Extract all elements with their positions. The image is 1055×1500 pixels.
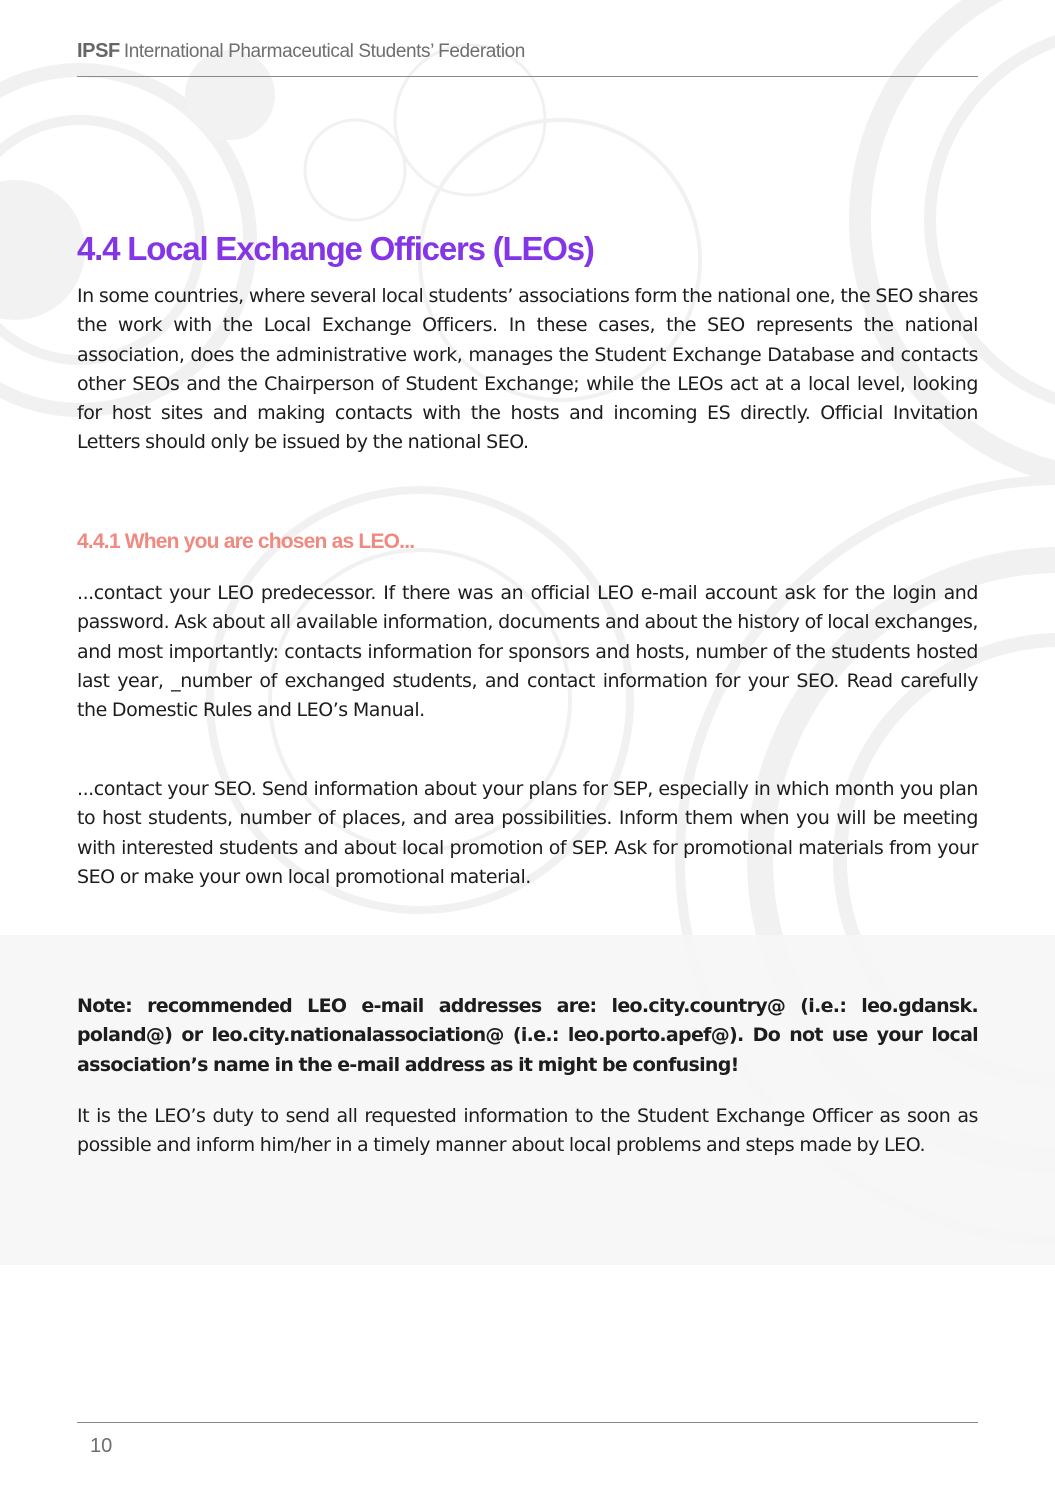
running-header <box>77 40 978 77</box>
section-intro-paragraph: In some countries, where several local students’ associations form the national one, the SEO shares the work with the Local Exchange Officers. In these cases, the SEO represents the national association, does the administrative work, manages the Student Exchange Database and contacts other SEOs and the Chairperson of Student Exchange; while the LEOs act at a local level, looking for host sites and making contacts with the hosts and incoming ES directly. Official Invitation Letters should only be issued by the national SEO. <box>77 285 978 454</box>
email-note-paragraph: Note: recommended LEO e-mail addresses are: leo.city.country@ (i.e.: leo.gdansk. poland@) or leo.city.nationalassociation@ (i.e.: leo.porto.apef@). Do not use your local association’s name in the e-mail address as it might be confusing! <box>77 995 978 1076</box>
header-federation-name: International Pharmaceutical Students’ Federation <box>123 41 525 62</box>
subsection-title: 4.4.1 When you are chosen as LEO... <box>77 530 415 553</box>
predecessor-paragraph: ...contact your LEO predecessor. If there was an official LEO e-mail account ask for the login and password. Ask about all available information, documents and about the history of local exchanges, and most importantly: contacts information for sponsors and hosts, number of the students hosted last year, _number of exchanged students, and contact information for your SEO. Read carefully the Domestic Rules and LEO’s Manual. <box>77 582 978 722</box>
leo-duty-paragraph: It is the LEO’s duty to send all requested information to the Student Exchange Officer as soon as possible and inform him/her in a timely manner about local problems and steps made by LEO. <box>77 1105 978 1157</box>
page-number: 10 <box>90 1435 113 1457</box>
footer-rule <box>77 1422 978 1423</box>
header-brand: IPSF <box>77 40 120 62</box>
seo-contact-paragraph: ...contact your SEO. Send information about your plans for SEP, especially in which month you plan to host students, number of places, and area possibilities. Inform them when you will be meeting with interested students and about local promotion of SEP. Ask for promotional materials from your SEO or make your own local promotional material. <box>77 778 978 888</box>
section-title: 4.4 Local Exchange Officers (LEOs) <box>77 230 594 267</box>
